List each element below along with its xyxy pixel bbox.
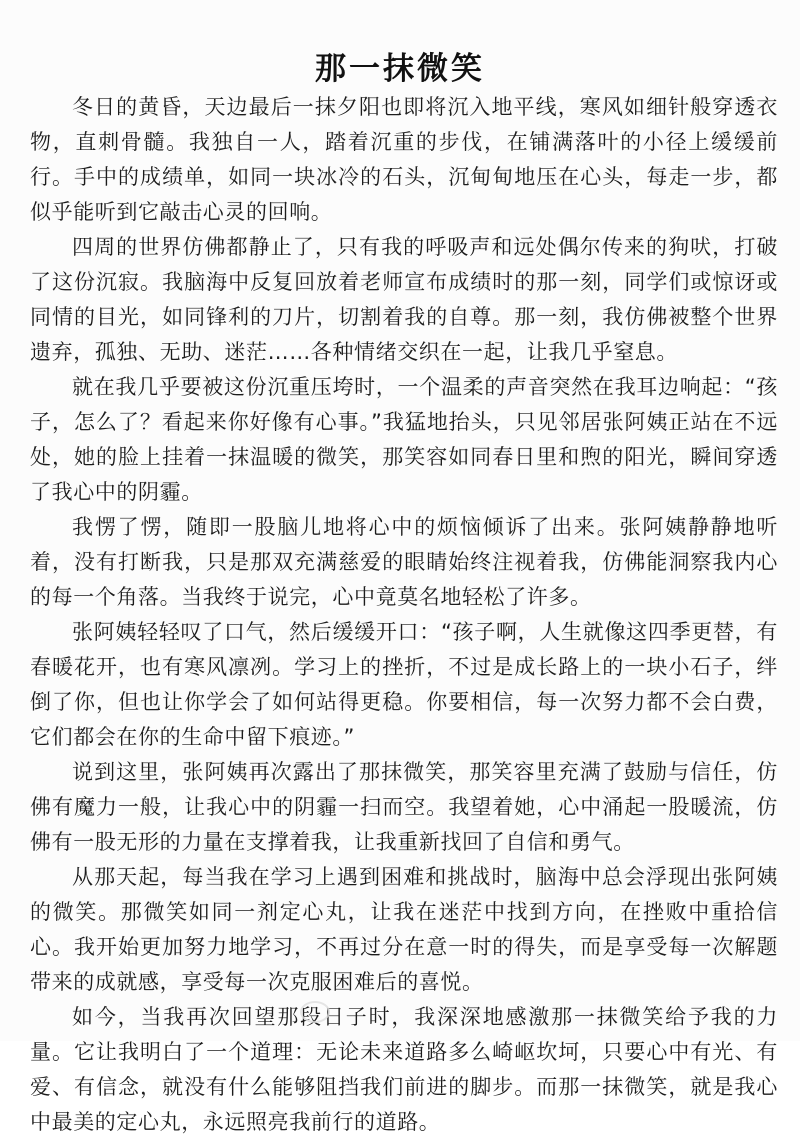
paragraph-5: 张阿姨轻轻叹了口气，然后缓缓开口：“孩子啊，人生就像这四季更替，有春暖花开，也有寒风凛冽。学习上的挫折，不过是成长路上的一块小石子，绊倒了你，但也让你学会了如何站得更稳。你要相信，每一次努力都不会白费，它们都会在你的生命中留下痕迹。”: [30, 620, 778, 749]
paragraph-1: 冬日的黄昏，天边最后一抹夕阳也即将沉入地平线，寒风如细针般穿透衣物，直刺骨髓。我独自一人，踏着沉重的步伐，在铺满落叶的小径上缓缓前行。手中的成绩单，如同一块冰冷的石头，沉甸甸地压在心头，每走一步，都似乎能听到它敲击心灵的回响。: [30, 95, 778, 224]
document-title: 那一抹微笑: [315, 50, 485, 87]
paragraph-7: 从那天起，每当我在学习上遇到困难和挑战时，脑海中总会浮现出张阿姨的微笑。那微笑如同一剂定心丸，让我在迷茫中找到方向，在挫败中重拾信心。我开始更加努力地学习，不再过分在意一时的得失，而是享受每一次解题带来的成就感，享受每一次克服困难后的喜悦。: [30, 865, 778, 994]
paragraph-4: 我愣了愣，随即一股脑儿地将心中的烦恼倾诉了出来。张阿姨静静地听着，没有打断我，只是那双充满慈爱的眼睛始终注视着我，仿佛能洞察我内心的每一个角落。当我终于说完，心中竟莫名地轻松了许多。: [30, 515, 778, 609]
paragraph-6: 说到这里，张阿姨再次露出了那抹微笑，那笑容里充满了鼓励与信任，仿佛有魔力一般，让我心中的阴霾一扫而空。我望着她，心中涌起一股暖流，仿佛有一股无形的力量在支撑着我，让我重新找回了自信和勇气。: [30, 760, 778, 854]
watermark-logo-icon: [300, 1001, 330, 1023]
paragraph-8: 如今，当我再次回望那段日子时，我深深地感激那一抹微笑给予我的力量。它让我明白了一个道理：无论未来道路多么崎岖坎坷，只要心中有光、有爱、有信念，就没有什么能够阻挡我们前进的脚步。而那一抹微笑，就是我心中最美的定心丸，永远照亮我前行的道路。: [30, 1005, 778, 1134]
paragraph-2: 四周的世界仿佛都静止了，只有我的呼吸声和远处偶尔传来的狗吠，打破了这份沉寂。我脑海中反复回放着老师宣布成绩时的那一刻，同学们或惊讶或同情的目光，如同锋利的刀片，切割着我的自尊。那一刻，我仿佛被整个世界遗弃，孤独、无助、迷茫……各种情绪交织在一起，让我几乎窒息。: [30, 235, 778, 364]
document-body: [30, 90, 778, 1140]
paragraph-3: 就在我几乎要被这份沉重压垮时，一个温柔的声音突然在我耳边响起：“孩子，怎么了？看起来你好像有心事。”我猛地抬头，只见邻居张阿姨正站在不远处，她的脸上挂着一抹温暖的微笑，那笑容如同春日里和煦的阳光，瞬间穿透了我心中的阴霾。: [30, 375, 778, 504]
